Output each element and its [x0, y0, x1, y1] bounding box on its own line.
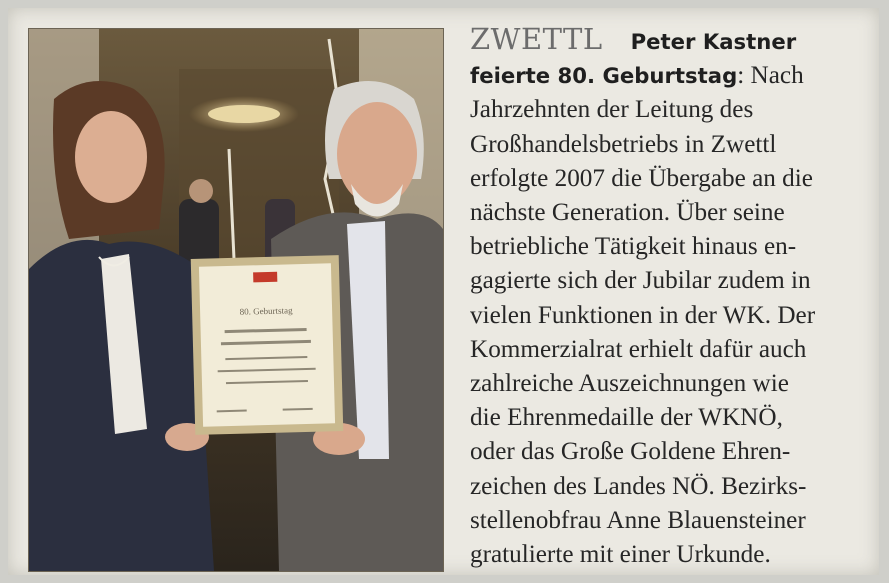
body-line: Großhandelsbetriebs in Zwettl — [470, 130, 777, 158]
certificate-title: 80. Geburtstag — [239, 305, 293, 317]
body-line: stellenobfrau Anne Blauensteiner — [470, 506, 806, 534]
article-photo — [28, 28, 444, 572]
body-line: die Ehrenmedaille der WKNÖ, — [470, 404, 783, 432]
body-line: gratulierte mit einer Urkunde. — [470, 541, 771, 569]
body-line: nächste Generation. Über seine — [470, 199, 785, 227]
body-line: oder das Große Goldene Ehren- — [470, 438, 791, 466]
dateline: ZWETTL — [470, 22, 603, 56]
body-line: gagierte sich der Jubilar zudem in — [470, 267, 811, 295]
article-text — [470, 22, 872, 572]
headline-line-2 — [470, 59, 872, 93]
headline-name: Peter Kastner — [630, 29, 797, 54]
body-line: zeichen des Landes NÖ. Bezirks- — [470, 472, 807, 500]
body-line: : Nach — [737, 62, 804, 90]
newspaper-clipping — [8, 8, 879, 575]
body-line: betriebliche Tätigkeit hinaus en- — [470, 233, 797, 261]
body-line: zahlreiche Auszeichnungen wie — [470, 370, 789, 398]
body-line: Kommerzialrat erhielt dafür auch — [470, 335, 807, 363]
body-line: erfolgte 2007 die Übergabe an die — [470, 164, 813, 192]
headline-line-1 — [470, 22, 872, 59]
body-line: Jahrzehnten der Leitung des — [470, 96, 754, 124]
body-line: vielen Funktionen in der WK. Der — [470, 301, 816, 329]
headline-event: feierte 80. Geburtstag — [470, 63, 738, 89]
